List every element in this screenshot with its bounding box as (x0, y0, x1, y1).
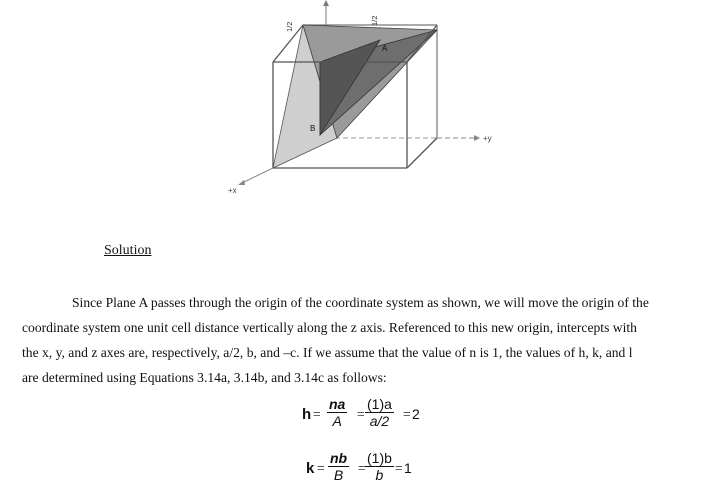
unit-cell-figure (0, 0, 719, 230)
paragraph-line: the x, y, and z axes are, respectively, a/2, b, and –c. If we assume that the value of n is 1, the values of h, k, and l (22, 345, 633, 360)
equation-result: 1 (404, 460, 412, 476)
fraction-denominator: B (333, 467, 344, 483)
cube-edge (407, 138, 437, 168)
fraction-numerator: na (329, 396, 346, 412)
plane-a-label: A (382, 44, 388, 53)
paragraph-line: Since Plane A passes through the origin of the coordinate system as shown, we will move the origin of the (72, 295, 649, 310)
equals-sign: = (357, 406, 365, 421)
x-axis (240, 168, 273, 184)
paragraph-line: are determined using Equations 3.14a, 3.14b, and 3.14c as follows: (22, 370, 387, 385)
fraction-denominator: A (332, 413, 342, 429)
y-axis-arrow (474, 135, 480, 141)
fraction (327, 396, 347, 429)
equation-lhs: h (302, 406, 312, 423)
z-tick-label-top: 1/2 (370, 15, 379, 26)
equation-lhs: k (306, 460, 315, 477)
y-axis-label: +y (483, 134, 492, 143)
x-axis-arrow (238, 180, 245, 185)
solution-heading: Solution (104, 243, 152, 258)
equals-sign: = (313, 406, 321, 421)
equals-sign: = (395, 460, 403, 475)
equals-sign: = (403, 406, 411, 421)
plane-b-label: B (310, 124, 316, 133)
fraction (365, 396, 394, 429)
equals-sign: = (358, 460, 366, 475)
equation-result: 2 (412, 406, 420, 422)
fraction-numerator: nb (330, 450, 348, 466)
fraction-numerator: (1)b (367, 450, 392, 466)
z-axis-arrow (323, 0, 329, 6)
fraction-numerator: (1)a (367, 396, 392, 412)
fraction-denominator: b (375, 467, 384, 483)
equals-sign: = (317, 460, 325, 475)
x-axis-label: +x (228, 186, 237, 195)
z-tick-label-left: 1/2 (285, 21, 294, 32)
fraction (328, 450, 349, 483)
paragraph-line: coordinate system one unit cell distance vertically along the z axis. Referenced to this new origin, intercepts with (22, 320, 637, 335)
solution-paragraph (22, 290, 698, 390)
fraction-denominator: a/2 (369, 413, 390, 429)
fraction (365, 450, 394, 483)
